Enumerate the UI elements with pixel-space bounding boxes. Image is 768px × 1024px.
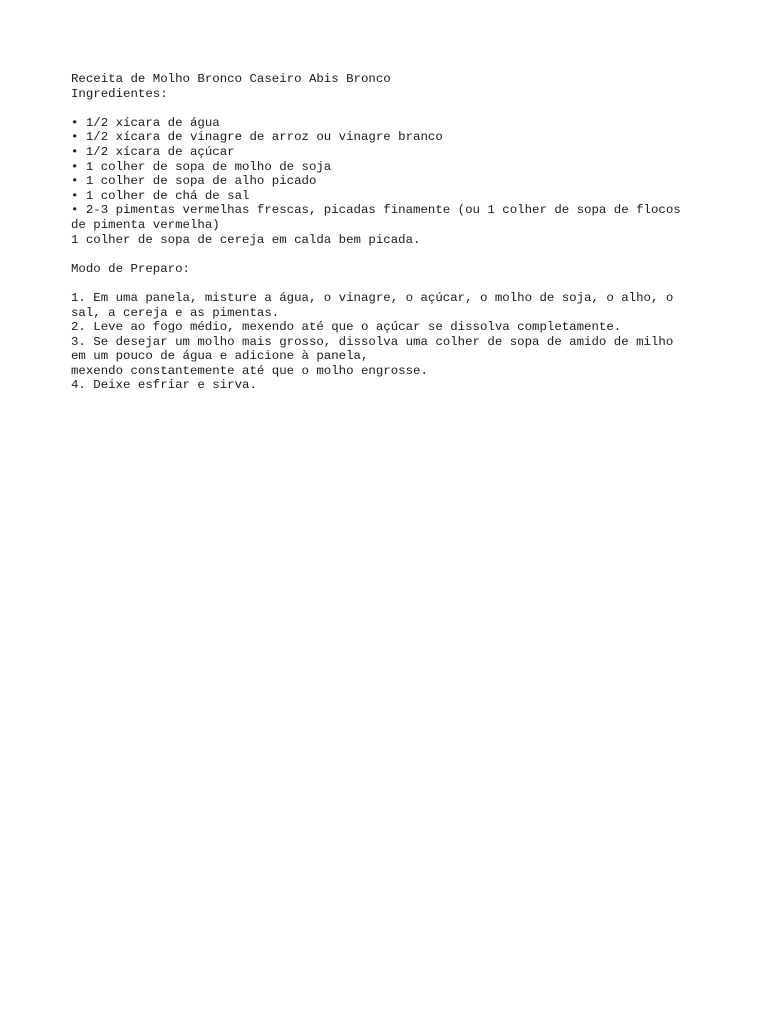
step-line: sal, a cereja e as pimentas. — [71, 305, 280, 320]
ingredients-heading: Ingredientes: — [71, 86, 168, 101]
step-line: 1. Em uma panela, misture a água, o vinagre, o açúcar, o molho de soja, o alho, o — [71, 290, 674, 305]
method-heading: Modo de Preparo: — [71, 261, 190, 276]
ingredient-line: • 1/2 xícara de vinagre de arroz ou vinagre branco — [71, 130, 443, 145]
ingredient-line: • 1 colher de sopa de molho de soja — [71, 159, 332, 174]
recipe-document — [71, 72, 711, 393]
step-line: em um pouco de água e adicione à panela, — [71, 349, 369, 364]
ingredient-line: de pimenta vermelha) — [71, 217, 220, 232]
ingredient-line: 1 colher de sopa de cereja em calda bem picada. — [71, 232, 421, 247]
spacer — [71, 247, 711, 262]
ingredient-line: • 2-3 pimentas vermelhas frescas, picadas finamente (ou 1 colher de sopa de flocos — [71, 203, 681, 218]
step-line: mexendo constantemente até que o molho engrosse. — [71, 363, 428, 378]
ingredient-line: • 1/2 xícara de açúcar — [71, 144, 235, 159]
ingredient-line: • 1 colher de chá de sal — [71, 188, 250, 203]
recipe-title: Receita de Molho Bronco Caseiro Abis Bronco — [71, 72, 391, 86]
ingredient-line: • 1 colher de sopa de alho picado — [71, 174, 317, 189]
ingredient-line: • 1/2 xícara de água — [71, 115, 220, 130]
spacer — [71, 101, 711, 116]
step-line: 4. Deixe esfriar e sirva. — [71, 378, 257, 393]
step-line: 3. Se desejar um molho mais grosso, dissolva uma colher de sopa de amido de milho — [71, 334, 674, 349]
spacer — [71, 276, 711, 291]
step-line: 2. Leve ao fogo médio, mexendo até que o açúcar se dissolva completamente. — [71, 320, 622, 335]
